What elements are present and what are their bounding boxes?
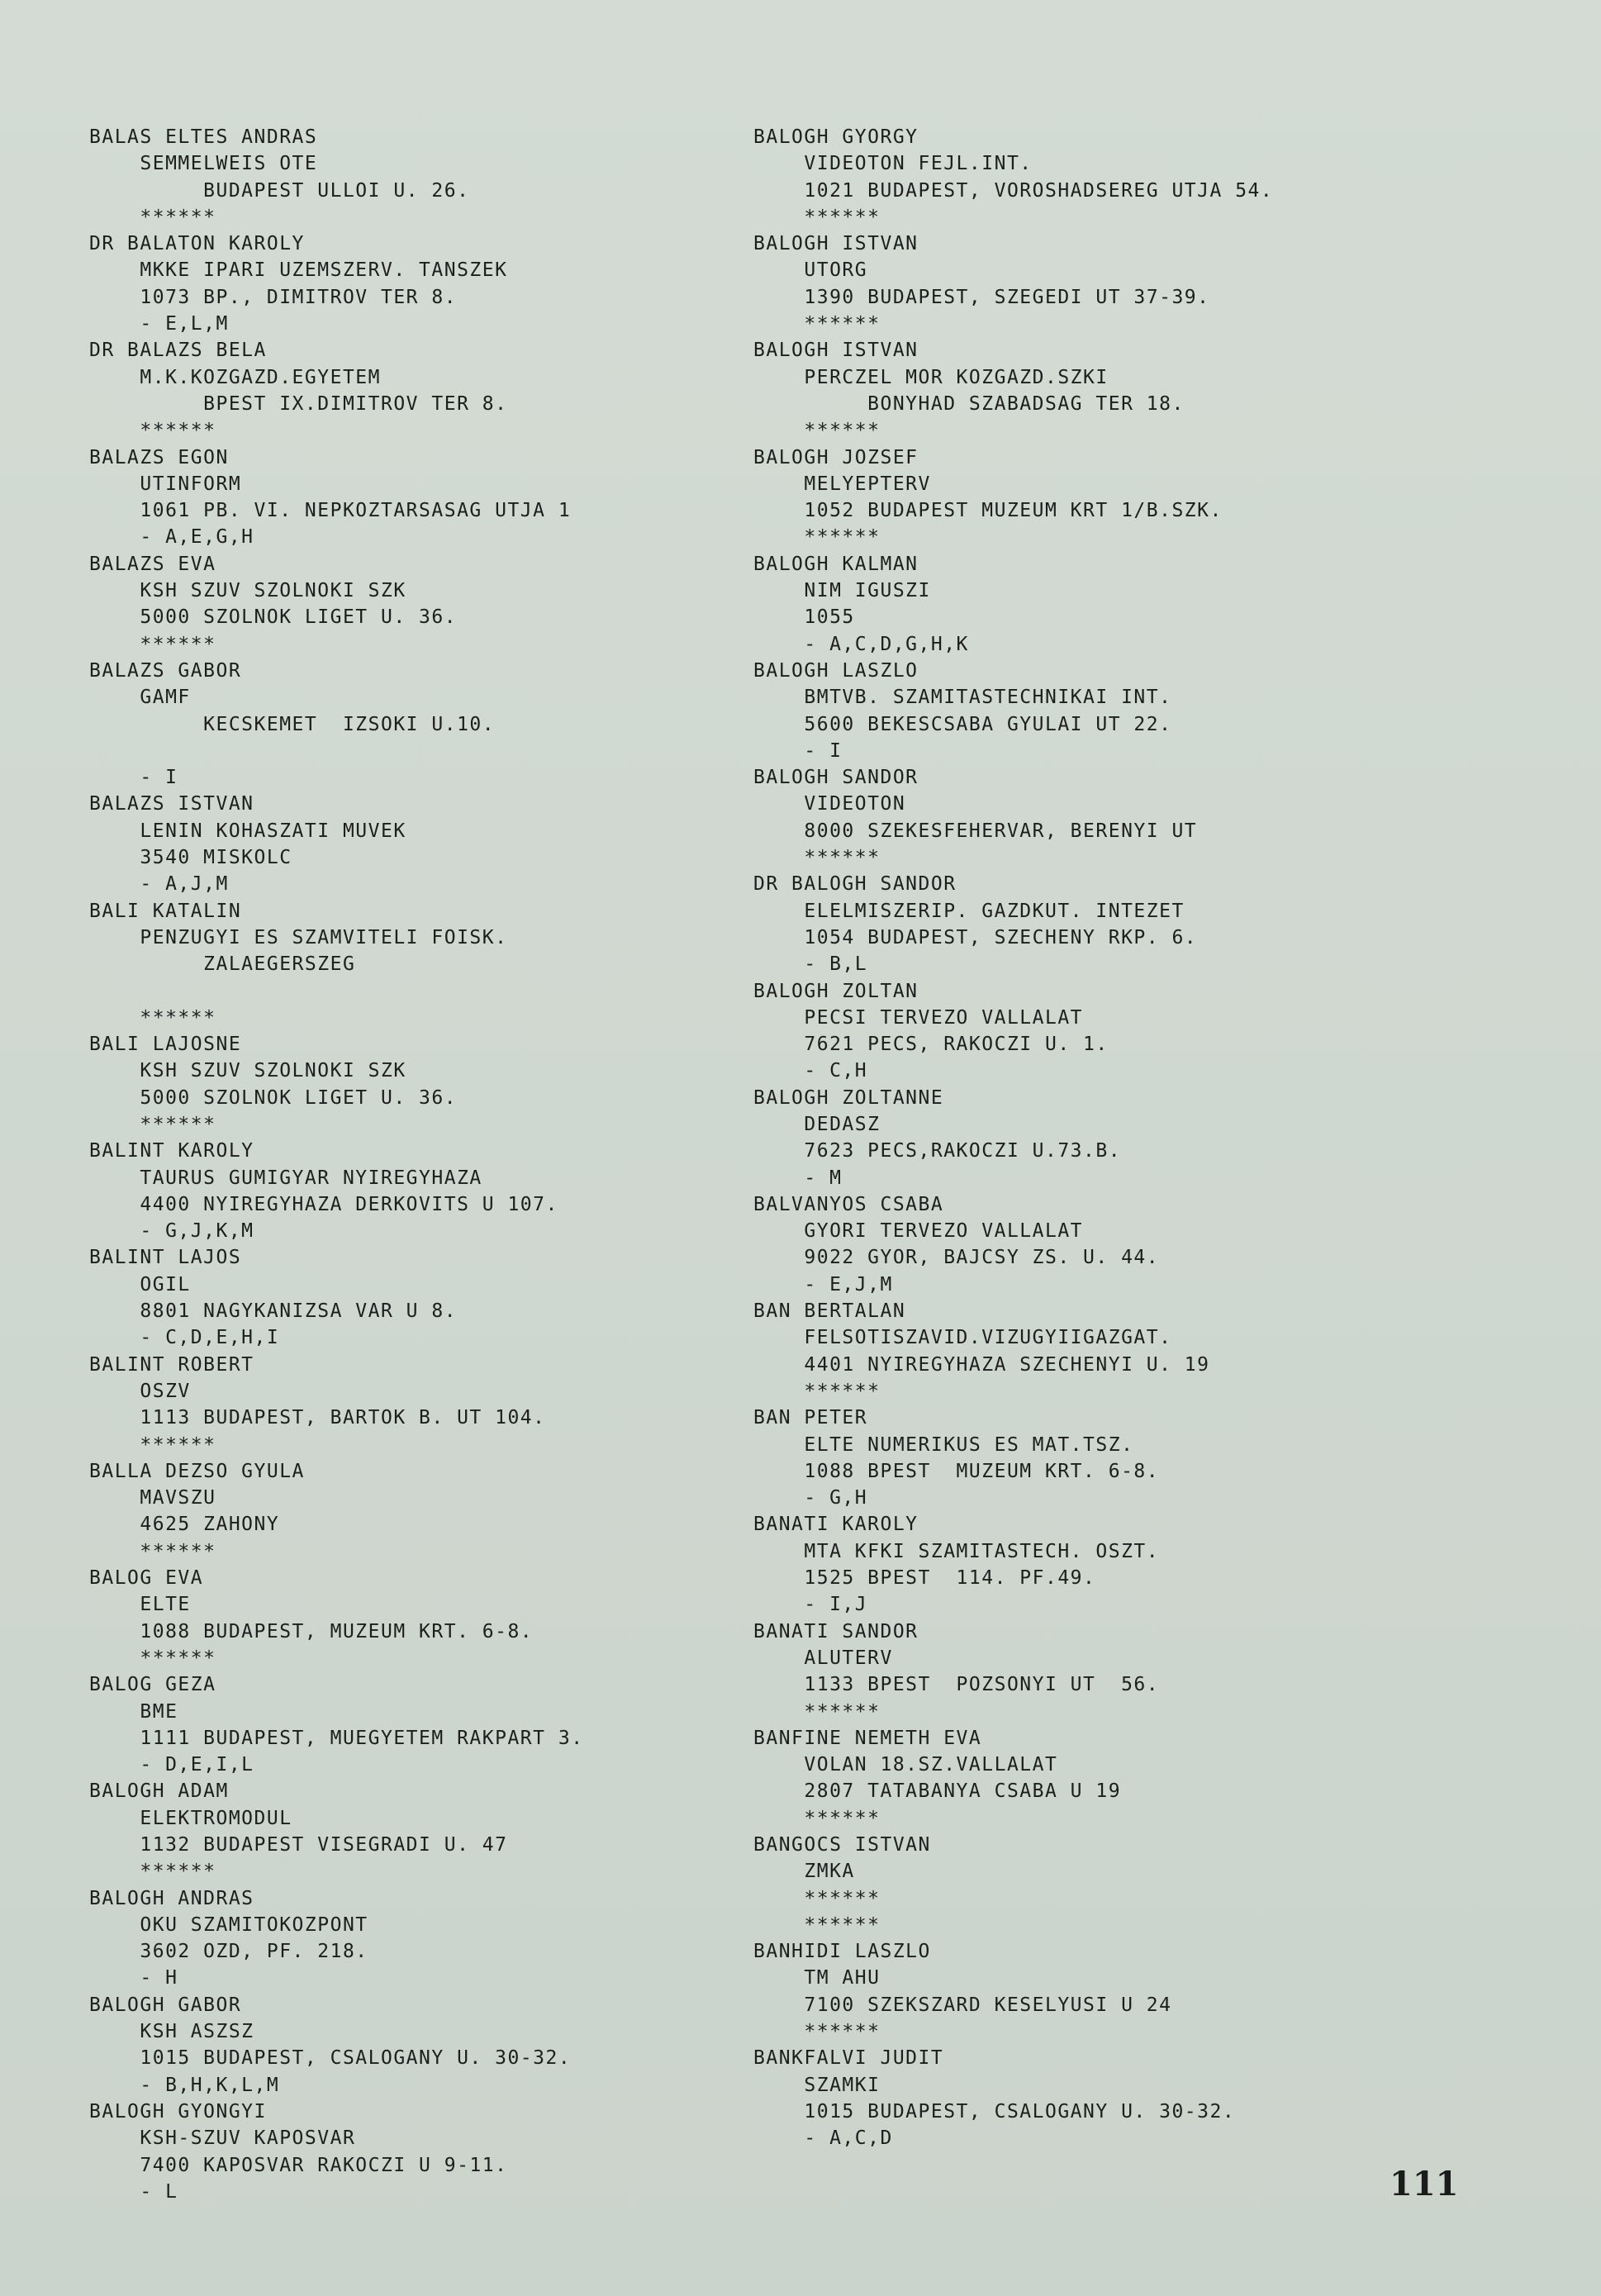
directory-line: - I,J <box>753 1594 868 1616</box>
directory-line: - A,J,M <box>89 873 229 896</box>
directory-line: PERCZEL MOR KOZGAZD.SZKI <box>753 366 1109 388</box>
directory-line: KSH-SZUV KAPOSVAR <box>89 2127 356 2150</box>
directory-line: - H <box>89 1967 178 1989</box>
directory-line: 1088 BUDAPEST, MUZEUM KRT. 6-8. <box>89 1620 534 1642</box>
directory-line: OKU SZAMITOKOZPONT <box>89 1913 368 1936</box>
directory-line: M.K.KOZGAZD.EGYETEM <box>89 366 381 388</box>
directory-line: BALINT ROBERT <box>89 1353 254 1376</box>
directory-line: ELELMISZERIP. GAZDKUT. INTEZET <box>753 900 1185 922</box>
directory-line: NIM IGUSZI <box>753 580 931 602</box>
directory-line: ****** <box>753 2021 881 2043</box>
directory-line: - A,C,D <box>753 2127 893 2150</box>
directory-line: 1061 PB. VI. NEPKOZTARSASAG UTJA 1 <box>89 500 572 522</box>
directory-line: ****** <box>753 313 881 335</box>
directory-line: BALINT LAJOS <box>89 1247 242 1269</box>
directory-line: OSZV <box>89 1380 191 1402</box>
directory-line: BANGOCS ISTVAN <box>753 1834 931 1856</box>
directory-line: BALOG GEZA <box>89 1674 216 1696</box>
directory-line: ZALAEGERSZEG <box>89 953 356 976</box>
directory-line: 1133 BPEST POZSONYI UT 56. <box>753 1674 1160 1696</box>
directory-line: BANHIDI LASZLO <box>753 1941 931 1963</box>
directory-line: - L <box>89 2180 178 2203</box>
directory-line: 9022 GYOR, BAJCSY ZS. U. 44. <box>753 1247 1160 1269</box>
directory-line: ****** <box>753 526 881 549</box>
directory-line: - M <box>753 1167 843 1189</box>
directory-line: - C,H <box>753 1060 868 1082</box>
directory-line: 1054 BUDAPEST, SZECHENY RKP. 6. <box>753 926 1198 948</box>
directory-line: ****** <box>753 1887 881 1909</box>
directory-line: 7623 PECS,RAKOCZI U.73.B. <box>753 1140 1122 1162</box>
directory-line: - E,J,M <box>753 1273 893 1295</box>
directory-line: - A,E,G,H <box>89 526 254 549</box>
directory-line: ****** <box>753 1913 881 1936</box>
directory-line: PECSI TERVEZO VALLALAT <box>753 1006 1084 1029</box>
directory-line: ****** <box>89 1861 216 1883</box>
directory-line: BANATI SANDOR <box>753 1620 919 1642</box>
directory-line: 1525 BPEST 114. PF.49. <box>753 1567 1096 1590</box>
directory-line: BPEST IX.DIMITROV TER 8. <box>89 392 508 415</box>
directory-line: VIDEOTON <box>753 793 906 815</box>
directory-line: MKKE IPARI UZEMSZERV. TANSZEK <box>89 259 508 282</box>
directory-line <box>89 978 767 1005</box>
directory-line: 3540 MISKOLC <box>89 847 292 869</box>
directory-line: GAMF <box>89 687 191 709</box>
directory-line: 1055 <box>753 606 855 629</box>
page-number: 111 <box>1390 2165 1459 2203</box>
directory-line: DEDASZ <box>753 1113 881 1135</box>
directory-line: KSH SZUV SZOLNOKI SZK <box>89 580 406 602</box>
directory-line: 4401 NYIREGYHAZA SZECHENYI U. 19 <box>753 1353 1210 1376</box>
directory-line: FELSOTISZAVID.VIZUGYIIGAZGAT. <box>753 1327 1172 1349</box>
directory-line: 8000 SZEKESFEHERVAR, BERENYI UT <box>753 820 1198 842</box>
directory-line: BANKFALVI JUDIT <box>753 2047 944 2070</box>
directory-line: BUDAPEST ULLOI U. 26. <box>89 179 470 202</box>
directory-line: 8801 NAGYKANIZSA VAR U 8. <box>89 1300 458 1323</box>
right-column <box>753 124 1431 2152</box>
directory-line: BONYHAD SZABADSAG TER 18. <box>753 392 1185 415</box>
directory-line: VOLAN 18.SZ.VALLALAT <box>753 1754 1058 1776</box>
directory-line: BALINT KAROLY <box>89 1140 254 1162</box>
directory-line: DR BALOGH SANDOR <box>753 873 957 896</box>
directory-line: ****** <box>753 1380 881 1402</box>
directory-line: BAN PETER <box>753 1407 868 1429</box>
directory-line: OGIL <box>89 1273 191 1295</box>
directory-line: ****** <box>753 206 881 228</box>
directory-line: BALOGH SANDOR <box>753 767 919 789</box>
directory-line: 1390 BUDAPEST, SZEGEDI UT 37-39. <box>753 286 1210 308</box>
directory-line: - G,H <box>753 1487 868 1509</box>
directory-line: ****** <box>753 420 881 442</box>
directory-line: BALOGH JOZSEF <box>753 446 919 468</box>
directory-line: 1021 BUDAPEST, VOROSHADSEREG UTJA 54. <box>753 179 1274 202</box>
directory-line: ALUTERV <box>753 1647 893 1669</box>
directory-line: 1073 BP., DIMITROV TER 8. <box>89 286 458 308</box>
directory-line: UTORG <box>753 259 868 282</box>
directory-line: - G,J,K,M <box>89 1220 254 1243</box>
directory-line: BALOGH ZOLTAN <box>753 980 919 1002</box>
directory-line: ****** <box>89 1006 216 1029</box>
directory-line: BALAZS ISTVAN <box>89 793 254 815</box>
directory-line: MTA KFKI SZAMITASTECH. OSZT. <box>753 1540 1160 1562</box>
directory-line: KECSKEMET IZSOKI U.10. <box>89 713 496 735</box>
directory-line: BALOGH GABOR <box>89 1994 242 2016</box>
directory-line: MAVSZU <box>89 1487 216 1509</box>
directory-line: 3602 OZD, PF. 218. <box>89 1941 368 1963</box>
directory-line: BALI LAJOSNE <box>89 1034 242 1056</box>
directory-line: LENIN KOHASZATI MUVEK <box>89 820 406 842</box>
directory-line: BALAZS EGON <box>89 446 229 468</box>
directory-line: BALOGH ANDRAS <box>89 1887 254 1909</box>
directory-line: PENZUGYI ES SZAMVITELI FOISK. <box>89 926 508 948</box>
directory-line: KSH SZUV SZOLNOKI SZK <box>89 1060 406 1082</box>
directory-line: 1015 BUDAPEST, CSALOGANY U. 30-32. <box>753 2100 1236 2122</box>
directory-line: 7621 PECS, RAKOCZI U. 1. <box>753 1034 1109 1056</box>
directory-line: ****** <box>89 206 216 228</box>
directory-line: 1088 BPEST MUZEUM KRT. 6-8. <box>753 1460 1160 1482</box>
directory-line: 2807 TATABANYA CSABA U 19 <box>753 1780 1122 1803</box>
directory-line: - I <box>89 767 178 789</box>
directory-line: 4625 ZAHONY <box>89 1514 280 1536</box>
directory-line: - D,E,I,L <box>89 1754 254 1776</box>
directory-line: - E,L,M <box>89 313 229 335</box>
directory-line: TM AHU <box>753 1967 881 1989</box>
directory-line: ****** <box>753 847 881 869</box>
directory-line: 7400 KAPOSVAR RAKOCZI U 9-11. <box>89 2154 508 2176</box>
directory-line: 5000 SZOLNOK LIGET U. 36. <box>89 606 458 629</box>
directory-line: 5600 BEKESCSABA GYULAI UT 22. <box>753 713 1172 735</box>
directory-line: BALVANYOS CSABA <box>753 1193 944 1215</box>
directory-line: ELEKTROMODUL <box>89 1807 292 1829</box>
directory-line: BALOG EVA <box>89 1567 204 1590</box>
directory-line: - I <box>753 739 843 762</box>
directory-line <box>89 738 767 764</box>
directory-line: 1015 BUDAPEST, CSALOGANY U. 30-32. <box>89 2047 572 2070</box>
directory-line: BALOGH GYONGYI <box>89 2100 267 2122</box>
directory-line: BALOGH LASZLO <box>753 659 919 682</box>
directory-line: BALOGH GYORGY <box>753 126 919 148</box>
directory-line: BALOGH KALMAN <box>753 553 919 575</box>
directory-line: ****** <box>89 1540 216 1562</box>
directory-line: - C,D,E,H,I <box>89 1327 280 1349</box>
directory-line: BALAZS EVA <box>89 553 216 575</box>
directory-line: VIDEOTON FEJL.INT. <box>753 153 1033 175</box>
directory-line: BAN BERTALAN <box>753 1300 906 1323</box>
directory-line: BALOGH ISTVAN <box>753 233 919 255</box>
directory-line: ****** <box>753 1807 881 1829</box>
directory-line: SZAMKI <box>753 2074 881 2096</box>
directory-line: BME <box>89 1700 178 1723</box>
directory-line: DR BALAZS BELA <box>89 340 267 362</box>
directory-line: BALOGH ZOLTANNE <box>753 1086 944 1109</box>
directory-line: ****** <box>753 1700 881 1723</box>
directory-line: KSH ASZSZ <box>89 2021 254 2043</box>
directory-line: MELYEPTERV <box>753 473 931 495</box>
directory-line: BALAZS GABOR <box>89 659 242 682</box>
directory-line: ****** <box>89 1113 216 1135</box>
directory-line: 1052 BUDAPEST MUZEUM KRT 1/B.SZK. <box>753 500 1223 522</box>
directory-line: GYORI TERVEZO VALLALAT <box>753 1220 1084 1243</box>
directory-line: BALI KATALIN <box>89 900 242 922</box>
directory-line: SEMMELWEIS OTE <box>89 153 318 175</box>
directory-line: 1113 BUDAPEST, BARTOK B. UT 104. <box>89 1407 546 1429</box>
directory-line: DR BALATON KAROLY <box>89 233 305 255</box>
directory-line: BALAS ELTES ANDRAS <box>89 126 318 148</box>
directory-line: - B,L <box>753 953 868 976</box>
directory-line: 4400 NYIREGYHAZA DERKOVITS U 107. <box>89 1193 558 1215</box>
directory-line: BMTVB. SZAMITASTECHNIKAI INT. <box>753 687 1172 709</box>
directory-line: UTINFORM <box>89 473 242 495</box>
directory-line: ****** <box>89 420 216 442</box>
directory-line: ELTE NUMERIKUS ES MAT.TSZ. <box>753 1433 1134 1456</box>
directory-line: BALLA DEZSO GYULA <box>89 1460 305 1482</box>
directory-line: 7100 SZEKSZARD KESELYUSI U 24 <box>753 1994 1172 2016</box>
directory-line: ELTE <box>89 1594 191 1616</box>
directory-line: BANFINE NEMETH EVA <box>753 1727 982 1749</box>
directory-line: 1132 BUDAPEST VISEGRADI U. 47 <box>89 1834 508 1856</box>
directory-line: ****** <box>89 1433 216 1456</box>
directory-line: ZMKA <box>753 1861 855 1883</box>
directory-line: ****** <box>89 633 216 655</box>
directory-line: - A,C,D,G,H,K <box>753 633 969 655</box>
directory-line: 5000 SZOLNOK LIGET U. 36. <box>89 1086 458 1109</box>
directory-line: - B,H,K,L,M <box>89 2074 280 2096</box>
directory-line: TAURUS GUMIGYAR NYIREGYHAZA <box>89 1167 482 1189</box>
directory-line: ****** <box>89 1647 216 1669</box>
left-column <box>89 124 767 2205</box>
directory-line: 1111 BUDAPEST, MUEGYETEM RAKPART 3. <box>89 1727 584 1749</box>
directory-line: BALOGH ADAM <box>89 1780 229 1803</box>
directory-line: BALOGH ISTVAN <box>753 340 919 362</box>
directory-line: BANATI KAROLY <box>753 1514 919 1536</box>
